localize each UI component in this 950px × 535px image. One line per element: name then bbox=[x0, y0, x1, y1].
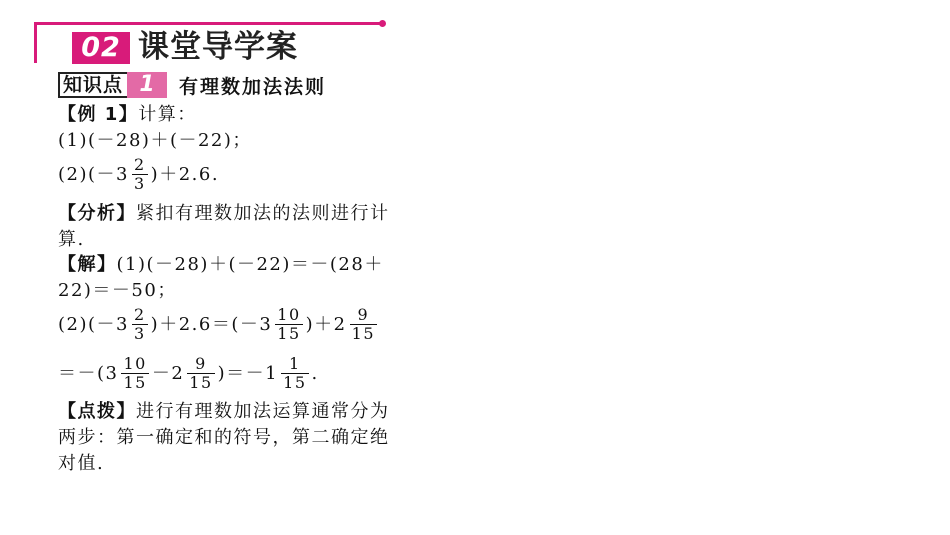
fraction bbox=[121, 355, 148, 392]
solution-line-2 bbox=[58, 279, 177, 303]
solution-line3-prefix: (2)(－3 bbox=[58, 313, 129, 335]
question-2-suffix: )＋2.6. bbox=[150, 163, 220, 185]
solution-text-1: (1)(－28)＋(－22)＝－(28＋ bbox=[116, 254, 384, 275]
fraction-numerator: 2 bbox=[133, 305, 146, 324]
solution-line-4 bbox=[58, 355, 319, 392]
tip-line-2 bbox=[58, 426, 390, 450]
question-2-prefix: (2)(－3 bbox=[58, 163, 129, 185]
knowledge-point-label: 知识点 bbox=[58, 72, 129, 98]
fraction bbox=[275, 306, 302, 343]
fraction-numerator: 10 bbox=[277, 305, 301, 324]
solution-line3-mid: )＋2.6＝(－3 bbox=[150, 313, 273, 335]
fraction-numerator: 9 bbox=[357, 305, 370, 324]
example-question-2 bbox=[58, 156, 219, 193]
analysis-text-1: 紧扣有理数加法的法则进行计 bbox=[136, 203, 390, 224]
fraction-denominator: 15 bbox=[283, 373, 307, 392]
header-dot bbox=[379, 20, 386, 27]
tip-text-2: 两步：第一确定和的符号，第二确定绝 bbox=[58, 427, 390, 448]
fraction-denominator: 15 bbox=[189, 373, 213, 392]
fraction-denominator: 15 bbox=[277, 324, 301, 343]
tip-text-1: 进行有理数加法运算通常分为 bbox=[136, 401, 390, 422]
solution-line4-prefix: ＝－(3 bbox=[58, 362, 119, 384]
question-1-text: (1)(－28)＋(－22)； bbox=[58, 130, 252, 151]
tip-label: 【点拨】 bbox=[58, 401, 136, 422]
section-header bbox=[34, 22, 386, 66]
solution-line3-mid2: )＋2 bbox=[305, 313, 347, 335]
fraction bbox=[187, 355, 214, 392]
example-line bbox=[58, 103, 197, 127]
solution-line-1 bbox=[58, 253, 384, 277]
solution-line4-mid: －2 bbox=[151, 362, 185, 384]
knowledge-point-heading bbox=[58, 72, 326, 98]
solution-line4-mid2: )＝－1 bbox=[217, 362, 279, 384]
fraction bbox=[281, 355, 308, 392]
section-number: 02 bbox=[72, 32, 130, 64]
example-question-1 bbox=[58, 129, 252, 153]
tip-line-1 bbox=[58, 400, 390, 424]
fraction-numerator: 2 bbox=[133, 155, 146, 174]
analysis-line-2 bbox=[58, 228, 85, 252]
example-prompt: 计算： bbox=[138, 104, 197, 125]
fraction-denominator: 15 bbox=[123, 373, 147, 392]
knowledge-point-title: 有理数加法法则 bbox=[179, 75, 327, 98]
solution-text-2: 22)＝－50； bbox=[58, 280, 177, 301]
fraction-denominator: 3 bbox=[133, 174, 146, 193]
fraction bbox=[132, 306, 148, 343]
fraction-numerator: 10 bbox=[123, 354, 147, 373]
fraction-numerator: 9 bbox=[195, 354, 207, 373]
analysis-label: 【分析】 bbox=[58, 203, 136, 224]
tip-text-3: 对值. bbox=[58, 453, 105, 474]
knowledge-point-number: 1 bbox=[127, 72, 167, 98]
section-title: 课堂导学案 bbox=[138, 29, 298, 65]
solution-label: 【解】 bbox=[58, 254, 117, 275]
example-label: 【例 1】 bbox=[58, 104, 139, 125]
fraction-denominator: 15 bbox=[351, 324, 375, 343]
solution-line-3 bbox=[58, 306, 380, 343]
analysis-line-1 bbox=[58, 202, 390, 226]
fraction bbox=[350, 306, 377, 343]
fraction-numerator: 1 bbox=[288, 354, 301, 373]
solution-line4-suffix: . bbox=[311, 362, 319, 384]
fraction-denominator: 3 bbox=[133, 324, 146, 343]
fraction bbox=[132, 156, 148, 193]
tip-line-3 bbox=[58, 452, 104, 476]
analysis-text-2: 算. bbox=[58, 229, 85, 250]
